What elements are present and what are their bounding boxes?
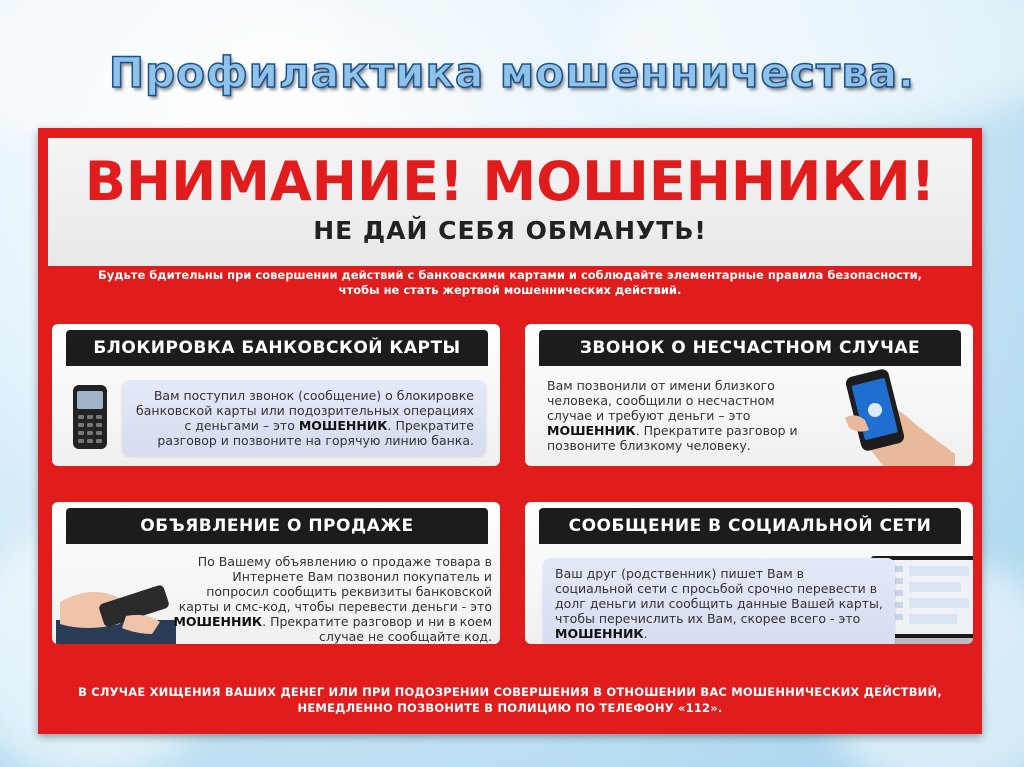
card-text: Вам позвонили от имени близкого человека, сообщили о несчастном случае и требуют деньги – это МОШЕННИК. Прекратите разговор и позвоните близкому человеку.	[547, 378, 798, 453]
card-title: ОБЪЯВЛЕНИЕ О ПРОДАЖЕ	[66, 508, 488, 544]
poster-headline: ВНИМАНИЕ! МОШЕННИКИ!	[84, 150, 936, 213]
card-text: Вам поступил звонок (сообщение) о блокировке банковской карты или подозрительных операциях с деньгами – это МОШЕННИК. Прекратите разговор и позвоните на горячую линию банка.	[122, 380, 486, 456]
slide-title: Профилактика мошенничества.	[108, 48, 916, 97]
hands-smartphone-icon	[56, 562, 176, 648]
card-social-message	[521, 498, 977, 648]
mobile-phone-icon	[72, 384, 108, 450]
intro-line-2: чтобы не стать жертвой мошеннических действий.	[338, 283, 682, 297]
poster-intro	[58, 268, 962, 298]
card-card-block	[48, 320, 504, 470]
poster-footer	[58, 684, 962, 716]
warning-poster	[38, 128, 982, 734]
intro-line-1: Будьте бдительны при совершении действий с банковскими картами и соблюдайте элементарные правила безопасности,	[97, 268, 923, 282]
card-title: СООБЩЕНИЕ В СОЦИАЛЬНОЙ СЕТИ	[539, 508, 961, 544]
hand-holding-phone-icon	[825, 364, 965, 468]
card-title: БЛОКИРОВКА БАНКОВСКОЙ КАРТЫ	[66, 330, 488, 366]
poster-subheadline: НЕ ДАЙ СЕБЯ ОБМАНУТЬ!	[313, 216, 707, 245]
poster-header	[48, 138, 972, 266]
card-accident-call	[521, 320, 977, 470]
card-sale-ad	[48, 498, 504, 648]
card-title: ЗВОНОК О НЕСЧАСТНОМ СЛУЧАЕ	[539, 330, 961, 366]
card-text: По Вашему объявлению о продаже товара в Интернете Вам позвонил покупатель и попросил сообщить реквизиты банковской карты и смс-код, чтобы перевести деньги - это МОШЕННИК. Прекратите разговор и ни в коем случае не сообщайте код.	[173, 554, 492, 644]
footer-line-2: НЕМЕДЛЕННО ПОЗВОНИТЕ В ПОЛИЦИЮ ПО ТЕЛЕФОНУ «112».	[297, 701, 723, 715]
footer-line-1: В СЛУЧАЕ ХИЩЕНИЯ ВАШИХ ДЕНЕГ ИЛИ ПРИ ПОДОЗРЕНИИ СОВЕРШЕНИЯ В ОТНОШЕНИИ ВАС МОШЕННИЧЕСКИХ ДЕЙСТВИЙ,	[78, 685, 942, 699]
card-text: Ваш друг (родственник) пишет Вам в социальной сети с просьбой срочно перевести в долг деньги или сообщить данные Вашей карты, чтобы перечислить их Вам, скорее всего - это МОШЕННИК.	[543, 558, 895, 648]
